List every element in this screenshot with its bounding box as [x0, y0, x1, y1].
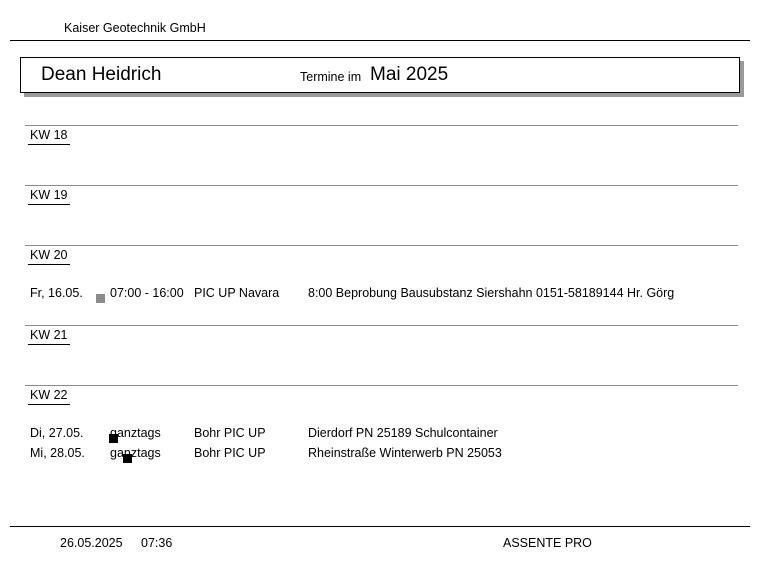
company-name: Kaiser Geotechnik GmbH: [64, 21, 206, 35]
appointment-date: Fr, 16.05.: [30, 286, 83, 300]
appointment-date: Mi, 28.05.: [30, 446, 85, 460]
week-divider: [25, 185, 738, 186]
top-divider: [10, 40, 750, 41]
appointment-resource: Bohr PIC UP: [194, 426, 266, 440]
week-label: KW 18: [28, 128, 70, 145]
termine-label: Termine im: [300, 70, 362, 84]
week-label: KW 20: [28, 248, 70, 265]
appointment-time: 07:00 - 16:00: [110, 286, 184, 300]
header-box: [20, 57, 740, 93]
appointment-description: 8:00 Beprobung Bausubstanz Siershahn 0151-58189144 Hr. Görg: [308, 286, 675, 300]
appointment-description: Rheinstraße Winterwerb PN 25053: [308, 446, 502, 460]
bottom-divider: [10, 526, 750, 527]
appointment-time: ganztags: [110, 426, 161, 440]
week-label: KW 22: [28, 388, 70, 405]
month-title: Mai 2025: [370, 64, 449, 85]
week-divider: [25, 125, 738, 126]
footer-app-name: ASSENTE PRO: [503, 536, 592, 550]
appointment-time: ganztags: [110, 446, 161, 460]
appointment-resource: PIC UP Navara: [194, 286, 280, 300]
status-marker-icon: [96, 294, 105, 303]
week-divider: [25, 385, 738, 386]
week-label: KW 21: [28, 328, 70, 345]
footer-date: 26.05.2025: [60, 536, 123, 550]
footer-time: 07:36: [141, 536, 173, 550]
appointment-date: Di, 27.05.: [30, 426, 84, 440]
week-label: KW 19: [28, 188, 70, 205]
week-divider: [25, 245, 738, 246]
person-name: Dean Heidrich: [41, 64, 162, 85]
week-divider: [25, 325, 738, 326]
appointment-description: Dierdorf PN 25189 Schulcontainer: [308, 426, 498, 440]
appointment-resource: Bohr PIC UP: [194, 446, 266, 460]
